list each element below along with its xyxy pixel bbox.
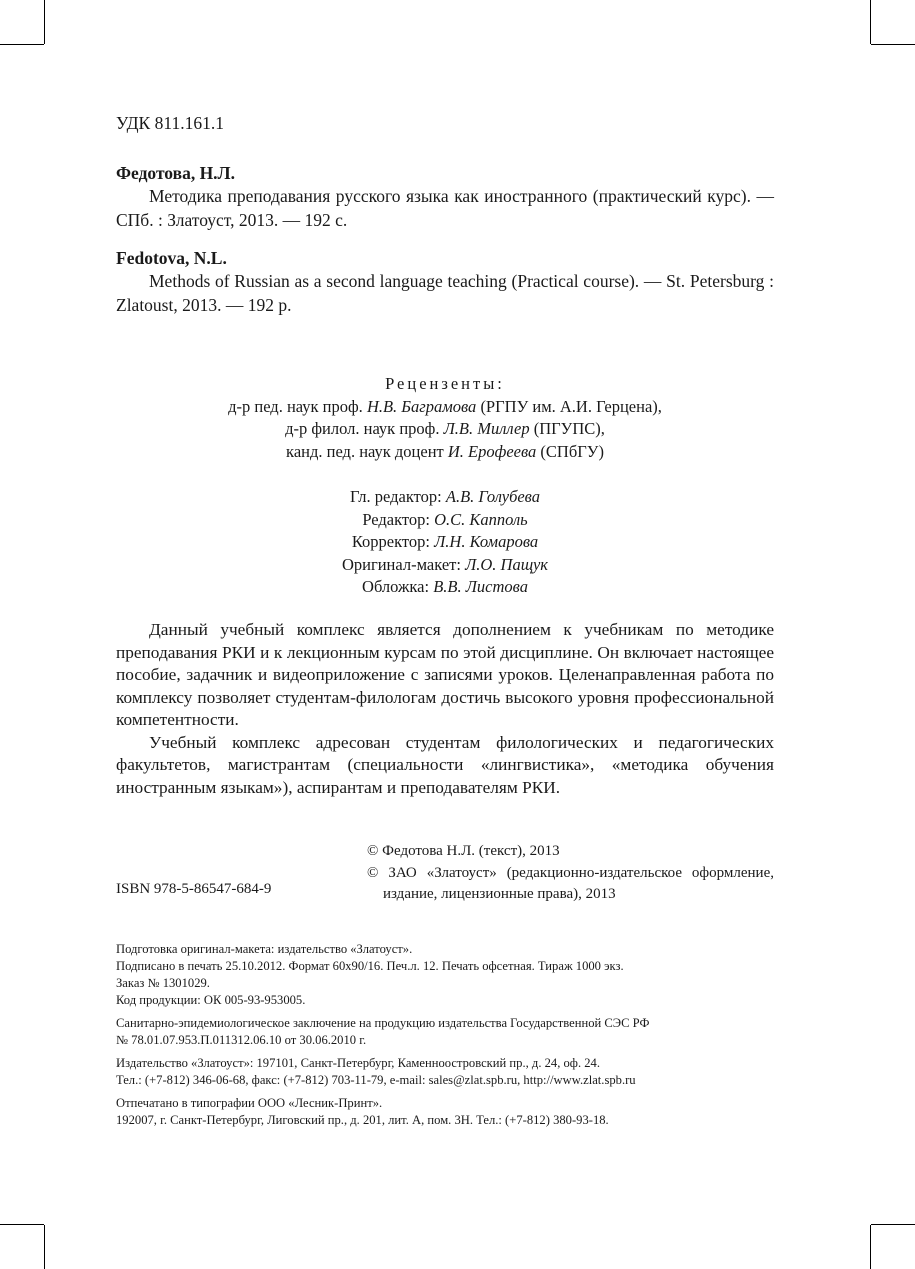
reviewer-org: (РГПУ им. А.И. Герцена), — [480, 396, 662, 416]
crop-mark-bottom-right — [870, 1225, 871, 1269]
staff-role: Оригинал-макет: — [341, 554, 461, 574]
imprint-publisher — [116, 1055, 774, 1089]
reviewer-name: Н.В. Баграмова — [366, 396, 477, 416]
staff-line — [116, 486, 774, 509]
reviewer-title: д-р филол. наук проф. — [285, 419, 440, 438]
sanitary-line-1: Санитарно-эпидемиологическое заключение на продукцию издательства Государственной СЭС РФ — [116, 1016, 650, 1030]
imprint-code: Код продукции: ОК 005-93-953005. — [116, 993, 306, 1007]
staff-line — [116, 509, 774, 532]
publisher-address: Издательство «Златоуст»: 197101, Санкт-Петербург, Каменноостровский пр., д. 24, оф. 24. — [116, 1056, 600, 1070]
reviewer-title: д-р пед. наук проф. — [228, 396, 363, 416]
reviewers-block — [116, 373, 774, 463]
copyright-line: © Федотова Н.Л. (текст), 2013 — [367, 843, 560, 859]
bibliography-ru — [116, 163, 774, 232]
author-ru: Федотова, Н.Л. — [116, 163, 235, 183]
description-en: Methods of Russian as a second language teaching (Practical course). — St. Petersburg : Zlatoust, 2013. — 192 p. — [116, 271, 774, 315]
copyright-block — [367, 841, 774, 906]
reviewer-line — [116, 396, 774, 419]
bibliography-en — [116, 248, 774, 317]
reviewer-line — [116, 418, 774, 441]
crop-mark-top-right — [870, 0, 871, 44]
staff-name: О.С. Капполь — [434, 509, 528, 529]
crop-mark-bottom-left-h — [0, 1224, 44, 1225]
staff-name: Л.О. Пащук — [465, 554, 549, 574]
staff-name: Л.Н. Комарова — [434, 532, 539, 551]
author-en: Fedotova, N.L. — [116, 248, 227, 268]
imprint-prep: Подготовка оригинал-макета: издательство «Златоуст». — [116, 942, 413, 956]
sanitary-line-2: № 78.01.07.953.П.011312.06.10 от 30.06.2010 г. — [116, 1033, 367, 1047]
annotation-paragraph: Учебный комплекс адресован студентам филологических и педагогических факультетов, магистрантам (специальности «лингвистика», «методика обучения иностранным языкам»), аспирантам и преподавателям РКИ. — [116, 732, 774, 797]
crop-mark-top-left — [44, 0, 45, 44]
printer-address: 192007, г. Санкт-Петербург, Лиговский пр., д. 201, лит. А, пом. 3Н. Тел.: (+7-812) 380-93-18. — [116, 1113, 609, 1127]
imprint-sanitary — [116, 1015, 774, 1049]
udk-code: УДК 811.161.1 — [116, 113, 224, 133]
reviewer-org: (СПбГУ) — [540, 441, 604, 461]
imprint-production — [116, 941, 774, 1009]
reviewer-name: И. Ерофеева — [447, 441, 537, 461]
staff-name: В.В. Листова — [433, 577, 528, 596]
staff-role: Обложка: — [362, 577, 430, 596]
crop-mark-top-left-h — [0, 44, 44, 45]
isbn: ISBN 978-5-86547-684-9 — [116, 881, 272, 897]
description-ru: Методика преподавания русского языка как иностранного (практический курс). — СПб. : Златоуст, 2013. — 192 с. — [116, 186, 774, 230]
crop-mark-top-right-h — [871, 44, 915, 45]
staff-role: Редактор: — [362, 509, 430, 529]
staff-block — [116, 486, 774, 599]
publisher-contacts: Тел.: (+7-812) 346-06-68, факс: (+7-812) 703-11-79, e-mail: sales@zlat.spb.ru, http://www.zlat.spb.ru — [116, 1073, 636, 1087]
copyright-line: © ЗАО «Златоуст» (редакционно-издательское оформление, издание, лицензионные права), 2013 — [367, 864, 774, 902]
crop-mark-bottom-right-h — [871, 1224, 915, 1225]
imprint-order: Заказ № 1301029. — [116, 976, 210, 990]
imprint-printer — [116, 1095, 774, 1129]
annotation-paragraph: Данный учебный комплекс является дополнением к учебникам по методике преподавания РКИ и к лекционным курсам по этой дисциплине. Он включает настоящее пособие, задачник и видеоприложение с записями уроков. Целенаправленная работа по комплексу позволяет студентам-филологам достичь высокого уровня профессиональной компетентности. — [116, 620, 774, 729]
annotation — [116, 619, 774, 799]
imprint-signed: Подписано в печать 25.10.2012. Формат 60х90/16. Печ.л. 12. Печать офсетная. Тираж 1000 экз. — [116, 959, 624, 973]
printer-name: Отпечатано в типографии ООО «Лесник-Принт». — [116, 1096, 383, 1110]
staff-role: Гл. редактор: — [350, 487, 442, 506]
crop-mark-bottom-left — [44, 1225, 45, 1269]
staff-name: А.В. Голубева — [445, 487, 540, 506]
reviewer-name: Л.В. Миллер — [443, 419, 530, 438]
staff-line — [116, 554, 774, 577]
reviewer-line — [116, 441, 774, 464]
reviewers-heading: Рецензенты: — [385, 374, 505, 393]
staff-line — [116, 531, 774, 554]
reviewer-org: (ПГУПС), — [533, 419, 605, 438]
imprint-block — [116, 941, 774, 1135]
staff-line — [116, 576, 774, 599]
staff-role: Корректор: — [351, 532, 430, 551]
reviewer-title: канд. пед. наук доцент — [286, 441, 444, 461]
